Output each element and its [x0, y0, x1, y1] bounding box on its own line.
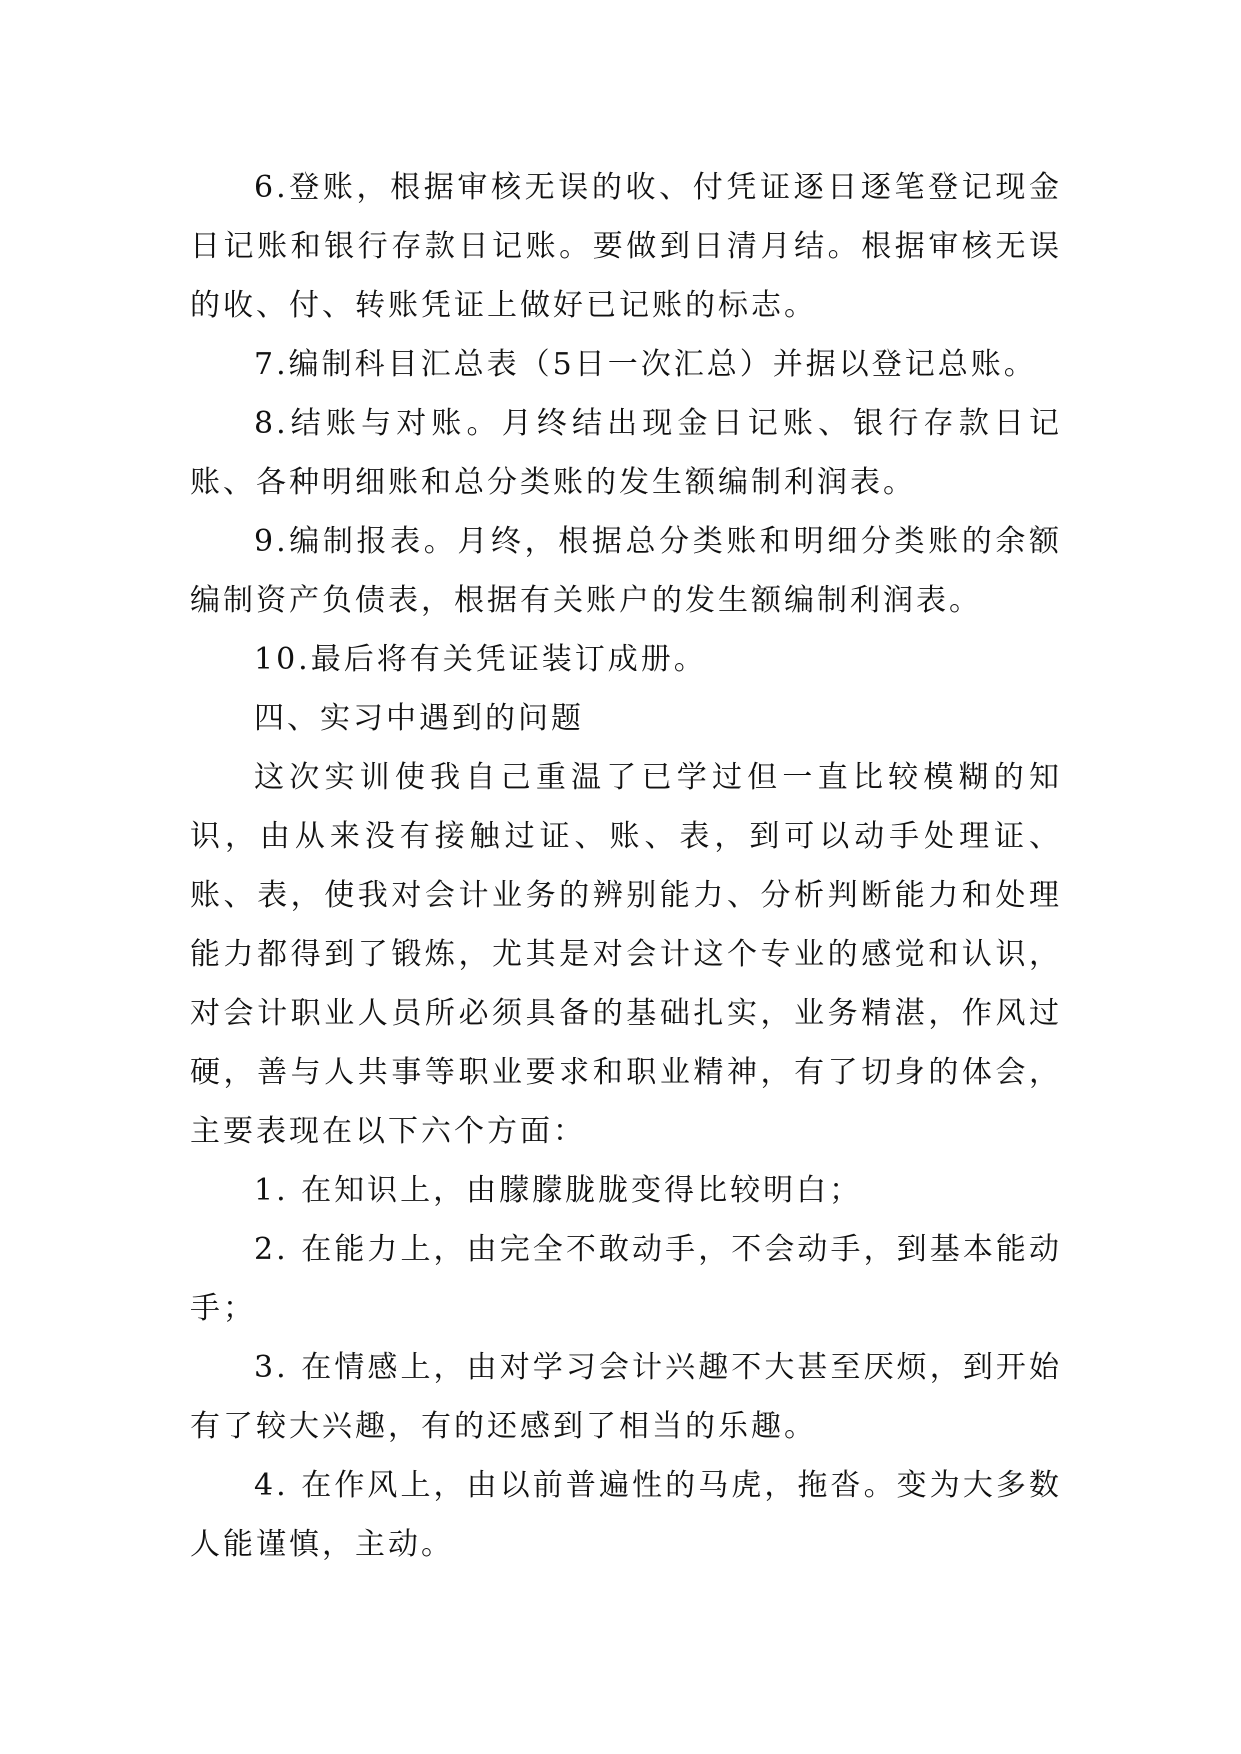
paragraph-step-10: 10.最后将有关凭证装订成册。 [254, 642, 707, 677]
list-item-emotion: 3. 在情感上，由对学习会计兴趣不大甚至厌烦，到开始有了较大兴趣，有的还感到了相当的乐趣。 [190, 1350, 1062, 1444]
paragraph-reflection: 这次实训使我自己重温了已学过但一直比较模糊的知识，由从来没有接触过证、账、表，到可以动手处理证、账、表，使我对会计业务的辨别能力、分析判断能力和处理能力都得到了锻炼，尤其是对会计这个专业的感觉和认识，对会计职业人员所必须具备的基础扎实，业务精湛，作风过硬，善与人共事等职业要求和职业精神，有了切身的体会，主要表现在以下六个方面： [190, 760, 1062, 1149]
document-body [190, 158, 1062, 1574]
list-item-knowledge: 1. 在知识上，由朦朦胧胧变得比较明白； [254, 1173, 863, 1208]
paragraph-step-8: 8.结账与对账。月终结出现金日记账、银行存款日记账、各种明细账和总分类账的发生额编制利润表。 [190, 406, 1062, 500]
paragraph-step-9: 9.编制报表。月终，根据总分类账和明细分类账的余额编制资产负债表，根据有关账户的发生额编制利润表。 [190, 524, 1062, 618]
list-item-style: 4. 在作风上，由以前普遍性的马虎，拖沓。变为大多数人能谨慎，主动。 [190, 1468, 1062, 1562]
paragraph-step-7: 7.编制科目汇总表（5日一次汇总）并据以登记总账。 [254, 347, 1037, 382]
section-heading-problems: 四、实习中遇到的问题 [254, 701, 584, 736]
list-item-ability: 2. 在能力上，由完全不敢动手，不会动手，到基本能动手； [190, 1232, 1062, 1326]
paragraph-step-6: 6.登账，根据审核无误的收、付凭证逐日逐笔登记现金日记账和银行存款日记账。要做到日清月结。根据审核无误的收、付、转账凭证上做好已记账的标志。 [190, 170, 1062, 323]
